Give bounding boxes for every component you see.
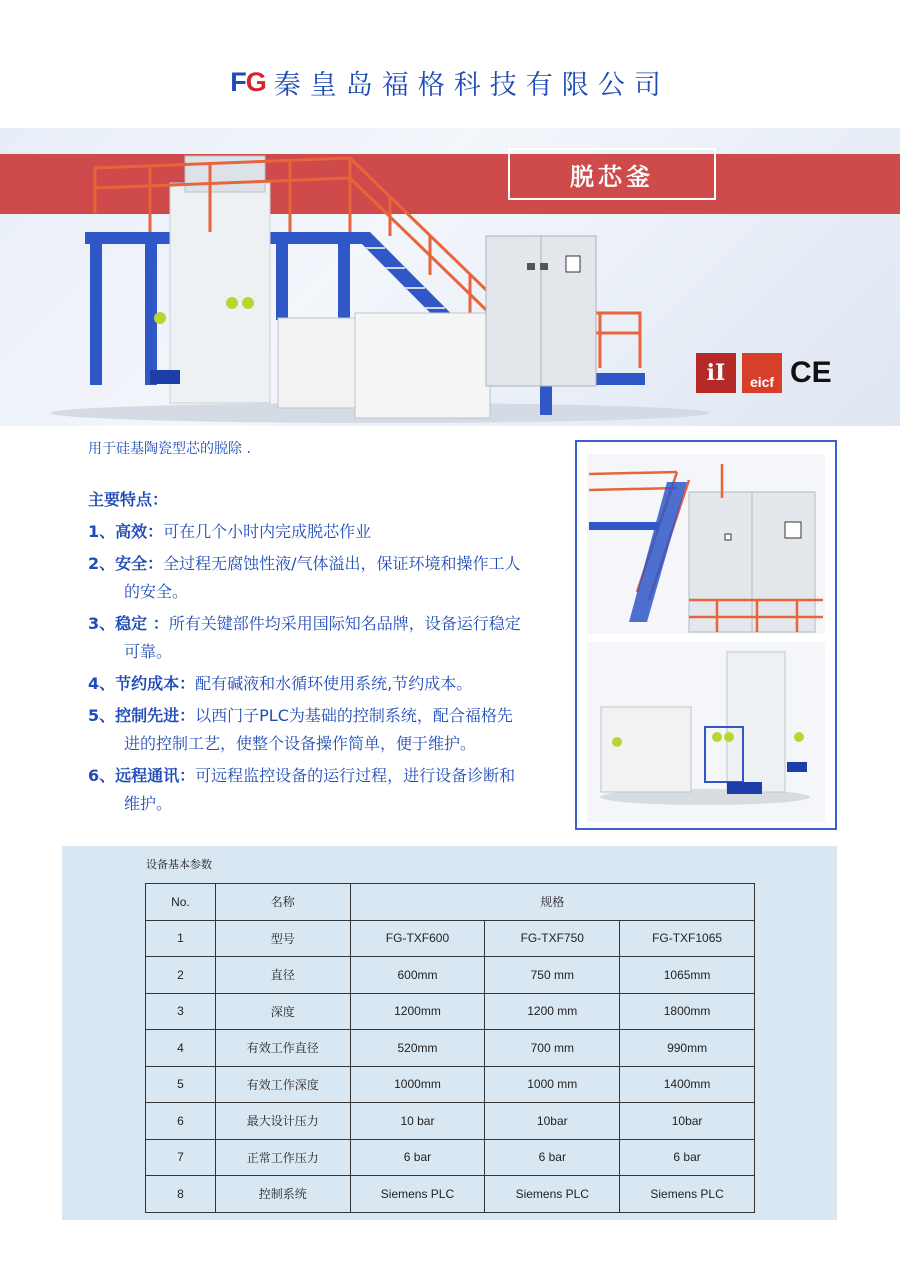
table-cell-name: 控制系统 — [215, 1176, 350, 1213]
table-cell-name: 有效工作深度 — [215, 1066, 350, 1103]
table-cell-v3: 990mm — [620, 1030, 755, 1067]
table-cell-no: 1 — [146, 920, 216, 957]
eicf-logo: eicf — [742, 353, 782, 393]
table-row — [146, 957, 755, 994]
feature-text: 以西门子PLC为基础的控制系统，配合福格先 — [195, 706, 513, 725]
table-cell-v3: 10bar — [620, 1103, 755, 1140]
table-header-row — [146, 884, 755, 921]
feature-text: 所有关键部件均采用国际知名品牌，设备运行稳定 — [168, 614, 521, 633]
feature-title: 3、稳定 ： — [88, 614, 169, 633]
feature-title: 5、控制先进： — [88, 706, 196, 725]
table-cell-v3: Siemens PLC — [620, 1176, 755, 1213]
hero-title-box — [508, 148, 716, 200]
table-cell-v1: 600mm — [350, 957, 485, 994]
header-no: No. — [146, 884, 216, 921]
table-cell-v2: 6 bar — [485, 1139, 620, 1176]
feature-continuation: 可靠。 — [124, 642, 173, 661]
table-cell-no: 2 — [146, 957, 216, 994]
feature-text: 全过程无腐蚀性液/气体溢出，保证环境和操作工人 — [163, 554, 521, 573]
table-cell-v2: FG-TXF750 — [485, 920, 620, 957]
feature-item — [88, 518, 568, 546]
table-cell-v1: 6 bar — [350, 1139, 485, 1176]
table-row — [146, 920, 755, 957]
table-row — [146, 1066, 755, 1103]
header-spec: 规格 — [350, 884, 754, 921]
feature-text: 配有碱液和水循环使用系统,节约成本。 — [195, 674, 473, 693]
table-cell-no: 8 — [146, 1176, 216, 1213]
table-cell-name: 深度 — [215, 993, 350, 1030]
company-name: 秦皇岛福格科技有限公司 — [273, 69, 670, 101]
page-header — [0, 62, 900, 102]
table-cell-v3: FG-TXF1065 — [620, 920, 755, 957]
logo-letter-g: G — [245, 66, 266, 97]
table-cell-v1: FG-TXF600 — [350, 920, 485, 957]
table-row — [146, 1176, 755, 1213]
table-cell-v2: 10bar — [485, 1103, 620, 1140]
equipment-photo-panel — [575, 440, 837, 830]
table-row — [146, 1103, 755, 1140]
feature-text: 可在几个小时内完成脱芯作业 — [163, 522, 372, 541]
table-cell-v2: Siemens PLC — [485, 1176, 620, 1213]
parameters-title: 设备基本参数 — [146, 858, 212, 871]
table-cell-no: 3 — [146, 993, 216, 1030]
table-cell-v2: 750 mm — [485, 957, 620, 994]
iti-logo: iI — [696, 353, 736, 393]
features-section — [88, 487, 568, 822]
feature-item — [88, 762, 568, 818]
table-cell-no: 7 — [146, 1139, 216, 1176]
feature-title: 4、节约成本： — [88, 674, 196, 693]
table-cell-no: 4 — [146, 1030, 216, 1067]
ce-mark: CE — [790, 356, 832, 389]
table-cell-v2: 1200 mm — [485, 993, 620, 1030]
table-cell-v3: 1400mm — [620, 1066, 755, 1103]
table-cell-name: 直径 — [215, 957, 350, 994]
logo-letter-f: F — [230, 66, 246, 97]
table-cell-v1: 10 bar — [350, 1103, 485, 1140]
table-cell-name: 型号 — [215, 920, 350, 957]
feature-continuation: 进的控制工艺，使整个设备操作简单，便于维护。 — [124, 734, 477, 753]
hero-title: 脱芯釜 — [570, 162, 654, 191]
table-cell-v1: Siemens PLC — [350, 1176, 485, 1213]
features-title: 主要特点： — [88, 490, 169, 509]
feature-item — [88, 550, 568, 606]
feature-continuation: 的安全。 — [124, 582, 189, 601]
table-cell-name: 正常工作压力 — [215, 1139, 350, 1176]
header-name: 名称 — [215, 884, 350, 921]
feature-title: 1、高效： — [88, 522, 164, 541]
table-cell-no: 5 — [146, 1066, 216, 1103]
table-cell-v1: 1200mm — [350, 993, 485, 1030]
table-cell-v3: 1065mm — [620, 957, 755, 994]
table-cell-v1: 1000mm — [350, 1066, 485, 1103]
table-cell-v3: 1800mm — [620, 993, 755, 1030]
parameters-table — [145, 883, 755, 1213]
feature-list — [88, 518, 568, 818]
feature-continuation: 维护。 — [124, 794, 173, 813]
company-logo — [230, 67, 266, 98]
feature-item — [88, 670, 568, 698]
table-cell-no: 6 — [146, 1103, 216, 1140]
equipment-photos — [577, 442, 835, 828]
certification-logos — [696, 353, 832, 393]
table-cell-v2: 1000 mm — [485, 1066, 620, 1103]
table-row — [146, 1030, 755, 1067]
table-cell-v1: 520mm — [350, 1030, 485, 1067]
feature-item — [88, 702, 568, 758]
feature-text: 可远程监控设备的运行过程，进行设备诊断和 — [195, 766, 516, 785]
table-row — [146, 1139, 755, 1176]
feature-item — [88, 610, 568, 666]
parameters-section — [62, 846, 837, 1220]
feature-title: 2、安全： — [88, 554, 164, 573]
table-cell-v3: 6 bar — [620, 1139, 755, 1176]
table-cell-name: 有效工作直径 — [215, 1030, 350, 1067]
table-cell-name: 最大设计压力 — [215, 1103, 350, 1140]
intro-text: 用于硅基陶瓷型芯的脱除 . — [88, 441, 251, 457]
table-cell-v2: 700 mm — [485, 1030, 620, 1067]
table-row — [146, 993, 755, 1030]
feature-title: 6、远程通讯： — [88, 766, 196, 785]
